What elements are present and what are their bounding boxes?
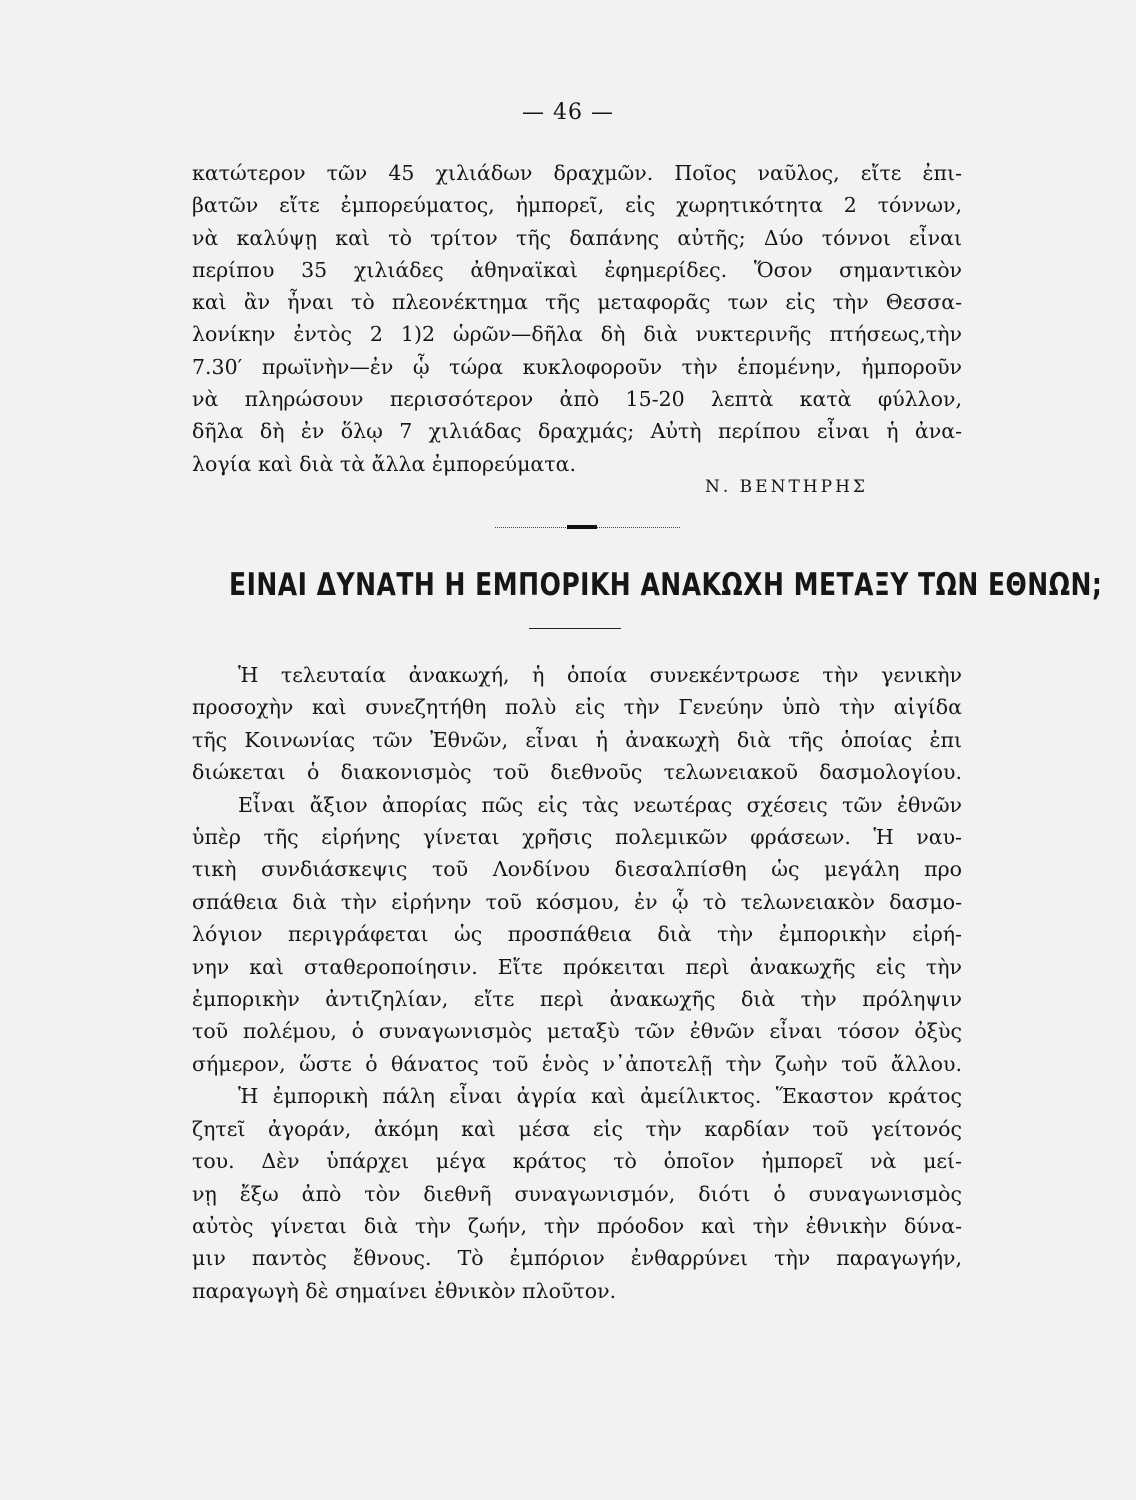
article-body	[192, 659, 962, 1307]
text-line: τοῦ πολέμου, ὁ συναγωνισμὸς μεταξὺ τῶν ἐθνῶν εἶναι τόσον ὀξὺς	[192, 1019, 962, 1044]
text-line: νην καὶ σταθεροποίησιν. Εἴτε πρόκειται περὶ ἀνακωχῆς εἰς τὴν	[192, 954, 962, 979]
text-line: μιν παντὸς ἔθνους. Τὸ ἐμπόριον ἐνθαρρύνει τὴν παραγωγήν,	[192, 1246, 962, 1271]
author-signature: Ν. ΒΕΝΤΗΡΗΣ	[705, 477, 868, 497]
text-line: λονίκην ἐντὸς 2 1)2 ὡρῶν—δῆλα δὴ διὰ νυκτερινῆς πτήσεως,τὴν	[192, 322, 962, 347]
text-line: βατῶν εἴτε ἐμπορεύματος, ἠμπορεῖ, εἰς χωρητικότητα 2 τόννων,	[192, 193, 962, 218]
text-line: αὐτὸς γίνεται διὰ τὴν ζωήν, τὴν πρόοδον καὶ τὴν ἐθνικὴν δύνα-	[192, 1213, 962, 1238]
text-line: σήμερον, ὥστε ὁ θάνατος τοῦ ἑνὸς ν᾽ἀποτελῇ τὴν ζωὴν τοῦ ἄλλου.	[192, 1051, 962, 1076]
text-line: ὑπὲρ τῆς εἰρήνης γίνεται χρῆσις πολεμικῶν φράσεων. Ἡ ναυ-	[192, 825, 962, 850]
text-line: νὰ καλύψῃ καὶ τὸ τρίτον τῆς δαπάνης αὐτῆς; Δύο τόννοι εἶναι	[192, 225, 962, 250]
text-line: Ἡ τελευταία ἀνακωχή, ἡ ὁποία συνεκέντρωσε τὴν γενικὴν	[238, 663, 962, 687]
article-text-continued	[192, 157, 962, 480]
page-number: — 46 —	[522, 100, 614, 125]
text-line: λόγιον περιγράφεται ὡς προσπάθεια διὰ τὴν ἐμπορικὴν εἰρή-	[192, 922, 962, 947]
text-line: προσοχὴν καὶ συνεζητήθη πολὺ εἰς τὴν Γενεύην ὑπὸ τὴν αἰγίδα	[192, 695, 962, 720]
text-line: περίπου 35 χιλιάδες ἀθηναϊκαὶ ἐφημερίδες. Ὅσον σημαντικὸν	[192, 257, 962, 282]
text-line: νῃ ἔξω ἀπὸ τὸν διεθνῆ συναγωνισμόν, διότι ὁ συναγωνισμὸς	[192, 1181, 962, 1206]
text-line: λογία καὶ διὰ τὰ ἄλλα ἐμπορεύματα.	[192, 451, 576, 476]
text-line: καὶ ἂν ἦναι τὸ πλεονέκτημα τῆς μεταφορᾶς των εἰς τὴν Θεσσα-	[192, 290, 962, 315]
text-line: Ἡ ἐμπορικὴ πάλη εἶναι ἀγρία καὶ ἀμείλικτος. Ἕκαστον κράτος	[238, 1084, 962, 1109]
text-line: τῆς Κοινωνίας τῶν Ἐθνῶν, εἶναι ἡ ἀνακωχὴ διὰ τῆς ὁποίας ἐπι	[192, 727, 962, 752]
text-line: τικὴ συνδιάσκεψις τοῦ Λονδίνου διεσαλπίσθη ὡς μεγάλη προ	[192, 857, 962, 882]
text-line: Εἶναι ἄξιον ἀπορίας πῶς εἰς τὰς νεωτέρας σχέσεις τῶν ἐθνῶν	[238, 792, 962, 817]
text-line: ζητεῖ ἀγοράν, ἀκόμη καὶ μέσα εἰς τὴν καρδίαν τοῦ γείτονός	[192, 1116, 962, 1141]
text-line: σπάθεια διὰ τὴν εἰρήνην τοῦ κόσμου, ἐν ᾧ τὸ τελωνειακὸν δασμο-	[192, 889, 962, 914]
text-line: δῆλα δὴ ἐν ὅλῳ 7 χιλιάδας δραχμάς; Αὐτὴ περίπου εἶναι ἡ ἀνα-	[192, 419, 962, 444]
text-line: 7.30′ πρωϊνὴν—ἐν ᾧ τώρα κυκλοφοροῦν τὴν ἑπομένην, ἠμποροῦν	[192, 354, 962, 379]
text-line: κατώτερον τῶν 45 χιλιάδων δραχμῶν. Ποῖος ναῦλος, εἴτε ἐπι-	[192, 161, 962, 185]
section-divider-ornament	[495, 527, 680, 532]
text-line: διώκεται ὁ διακονισμὸς τοῦ διεθνοῦς τελωνειακοῦ δασμολογίου.	[192, 760, 962, 785]
ornament-center-bar	[567, 525, 597, 529]
text-line: νὰ πληρώσουν περισσότερον ἀπὸ 15-20 λεπτὰ κατὰ φύλλον,	[192, 387, 962, 412]
title-underline-rule	[529, 628, 621, 629]
text-line: παραγωγὴ δὲ σημαίνει ἐθνικὸν πλοῦτον.	[192, 1278, 617, 1303]
text-line: του. Δὲν ὑπάρχει μέγα κράτος τὸ ὁποῖον ἠμπορεῖ νὰ μεί-	[192, 1149, 962, 1174]
article-title: ΕΙΝΑΙ ΔΥΝΑΤΗ Η ΕΜΠΟΡΙΚΗ ΑΝΑΚΩΧΗ ΜΕΤΑΞΥ ΤΩΝ ΕΘΝΩΝ;	[229, 566, 1103, 603]
text-line: ἐμπορικὴν ἀντιζηλίαν, εἴτε περὶ ἀνακωχῆς διὰ τὴν πρόληψιν	[192, 987, 962, 1012]
